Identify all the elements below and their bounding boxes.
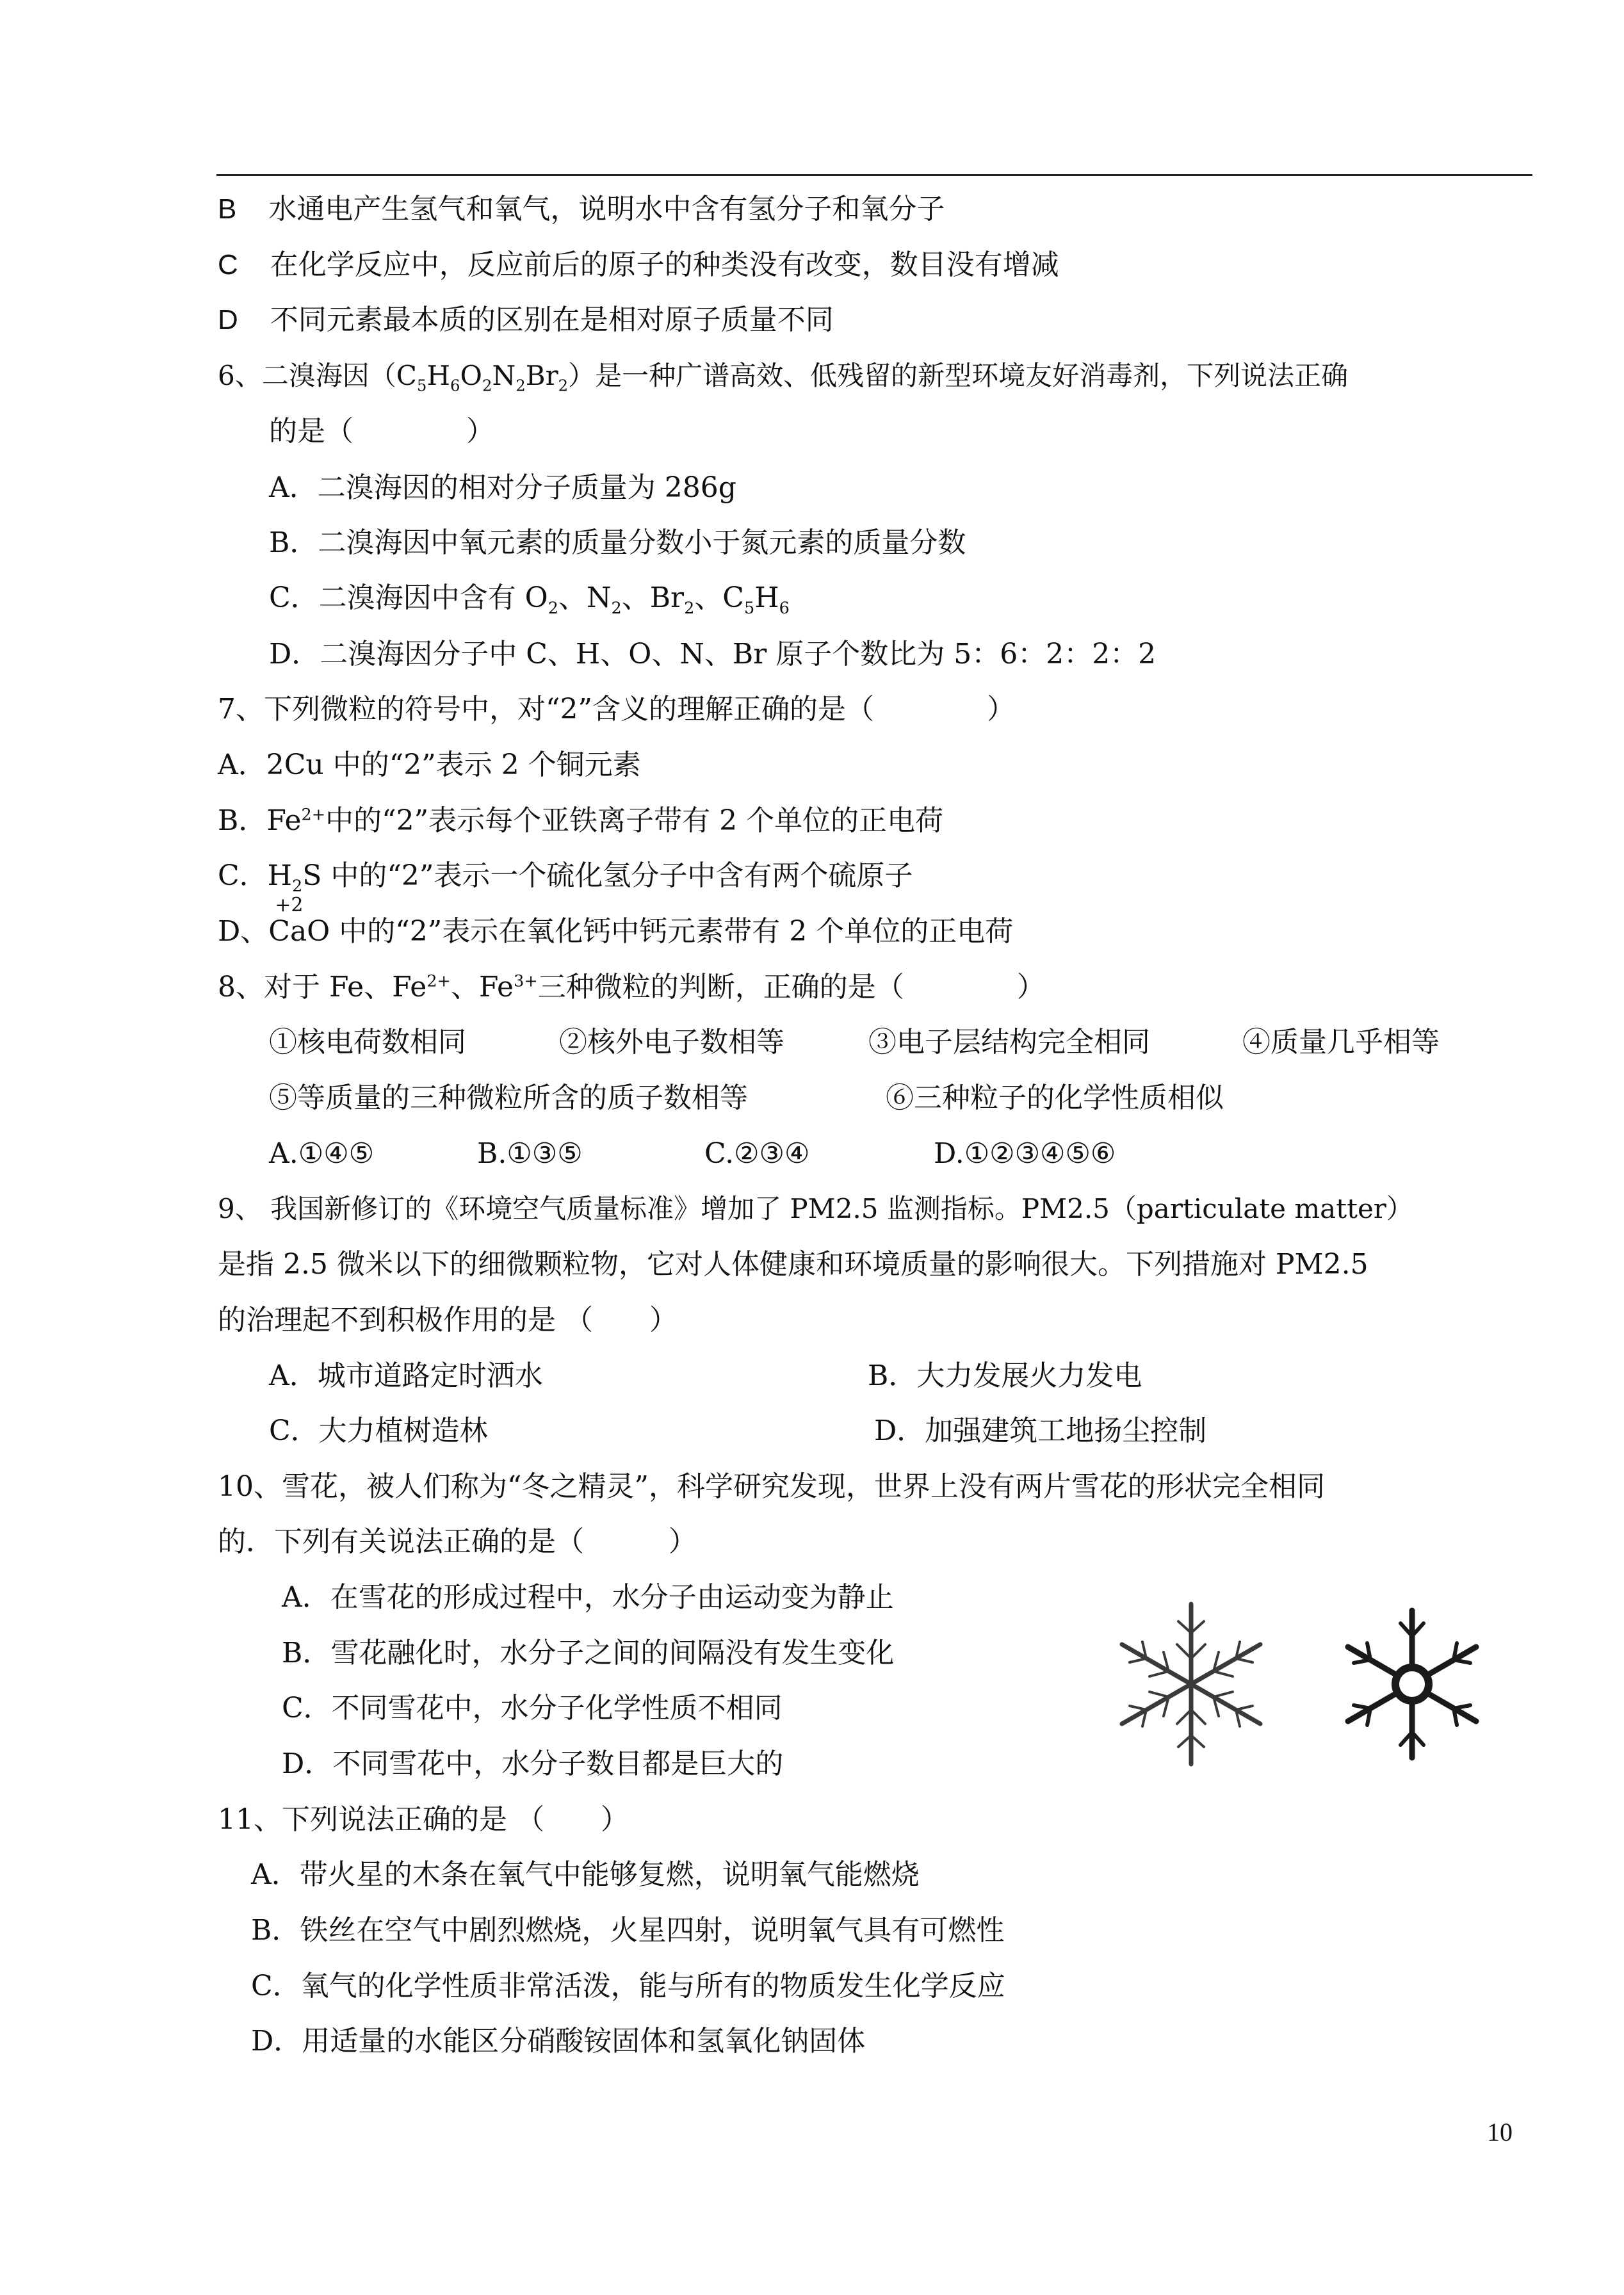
valence-mark: +2 [275, 894, 304, 916]
q6-option-c: C．二溴海因中含有 $O_2$、$N_2$、$Br_2$、$C_5H_6$ [269, 581, 790, 618]
q6-option-b: B．二溴海因中氧元素的质量分数小于氮元素的质量分数 [269, 526, 966, 559]
q10-option-a: A．在雪花的形成过程中，水分子由运动变为静止 [282, 1581, 894, 1614]
q10-option-b: B．雪花融化时，水分子之间的间隔没有发生变化 [282, 1637, 895, 1669]
q7-option-c: C．$H_2S$ 中的“2”表示一个硫化氢分子中含有两个硫原子 [218, 859, 913, 896]
q10-option-c: C．不同雪花中，水分子化学性质不相同 [282, 1692, 783, 1724]
q5-option-d: D 不同元素最本质的区别在是相对原子质量不同 [218, 304, 834, 336]
q9-option-a: A．城市道路定时洒水 [269, 1359, 543, 1392]
q7-stem: 7、下列微粒的符号中，对“2”含义的理解正确的是（ ） [218, 693, 1015, 726]
q9-stem-line1: 9、 我国新修订的《环境空气质量标准》增加了 PM2.5 监测指标。PM2.5（particulate matter） [218, 1193, 1413, 1224]
header-rule [216, 174, 1532, 176]
q8-statement-6: ⑥三种粒子的化学性质相似 [886, 1082, 1224, 1114]
q7-option-d: D、 +2 CaO 中的“2”表示在氧化钙中钙元素带有 2 个单位的正电荷 [218, 894, 1014, 948]
q9-option-b: B．大力发展火力发电 [868, 1359, 1142, 1392]
snowflake-images [1089, 1588, 1505, 1780]
snowflake-left [1122, 1604, 1260, 1764]
page-number: 10 [1487, 2118, 1513, 2146]
q10-stem-line2: 的．下列有关说法正确的是（ ） [218, 1525, 697, 1558]
q5-option-b: B 水通电产生氢气和氧气，说明水中含有氢分子和氧分子 [218, 193, 945, 225]
q8-statement-5: ⑤等质量的三种微粒所含的质子数相等 [269, 1082, 748, 1114]
q11-option-c: C．氧气的化学性质非常活泼，能与所有的物质发生化学反应 [251, 1970, 1005, 2002]
q9-option-c: C．大力植树造林 [269, 1415, 488, 1447]
q8-answer-d: D.①②③④⑤⑥ [934, 1137, 1116, 1170]
q11-option-b: B．铁丝在空气中剧烈燃烧，火星四射，说明氧气具有可燃性 [251, 1914, 1005, 1947]
q11-stem: 11、下列说法正确的是 （ ） [218, 1803, 629, 1836]
q8-answer-b: B.①③⑤ [477, 1137, 583, 1170]
q7-option-b: B．$Fe^{2+}$中的“2”表示每个亚铁离子带有 2 个单位的正电荷 [218, 804, 944, 837]
q11-option-a: A．带火星的木条在氧气中能够复燃，说明氧气能燃烧 [251, 1858, 920, 1891]
q8-answer-c: C.②③④ [704, 1137, 810, 1170]
q8-statement-3: ③电子层结构完全相同 [868, 1026, 1150, 1058]
q9-option-d: D．加强建筑工地扬尘控制 [874, 1415, 1207, 1447]
q8-statement-1: ①核电荷数相同 [269, 1026, 466, 1058]
valence-formula: +2 CaO [268, 894, 330, 948]
q6-stem-line2: 的是（ ） [269, 415, 494, 448]
q11-option-d: D．用适量的水能区分硝酸铵固体和氢氧化钠固体 [251, 2025, 866, 2057]
q10-stem-line1: 10、雪花，被人们称为“冬之精灵”，科学研究发现，世界上没有两片雪花的形状完全相同 [218, 1470, 1325, 1503]
q7-option-a: A．2Cu 中的“2”表示 2 个铜元素 [218, 749, 641, 781]
q5-option-c: C 在化学反应中，反应前后的原子的种类没有改变，数目没有增减 [218, 248, 1059, 281]
q8-statement-4: ④质量几乎相等 [1242, 1026, 1440, 1058]
q10-option-d: D．不同雪花中，水分子数目都是巨大的 [282, 1748, 784, 1780]
q6-option-d: D．二溴海因分子中 C、H、O、N、Br 原子个数比为 5：6：2：2：2 [269, 638, 1157, 670]
snowflake-right [1348, 1610, 1476, 1758]
q6-option-a: A．二溴海因的相对分子质量为 286g [269, 471, 736, 504]
q6-stem-line1: 6、二溴海因$(C_5H_6O_2N_2Br_2)$是一种广谱高效、低残留的新型环境友好消毒剂，下列说法正确 [218, 360, 1349, 395]
q8-statement-2: ②核外电子数相等 [559, 1026, 784, 1058]
q8-stem: 8、对于 Fe、$Fe^{2+}$、$Fe^{3+}$三种微粒的判断，正确的是（ ） [218, 971, 1045, 1003]
q9-stem-line3: 的治理起不到积极作用的是 （ ） [218, 1304, 678, 1336]
q8-answer-a: A.①④⑤ [269, 1137, 375, 1170]
q9-stem-line2: 是指 2.5 微米以下的细微颗粒物，它对人体健康和环境质量的影响很大。下列措施对 PM2.5 [218, 1248, 1368, 1281]
